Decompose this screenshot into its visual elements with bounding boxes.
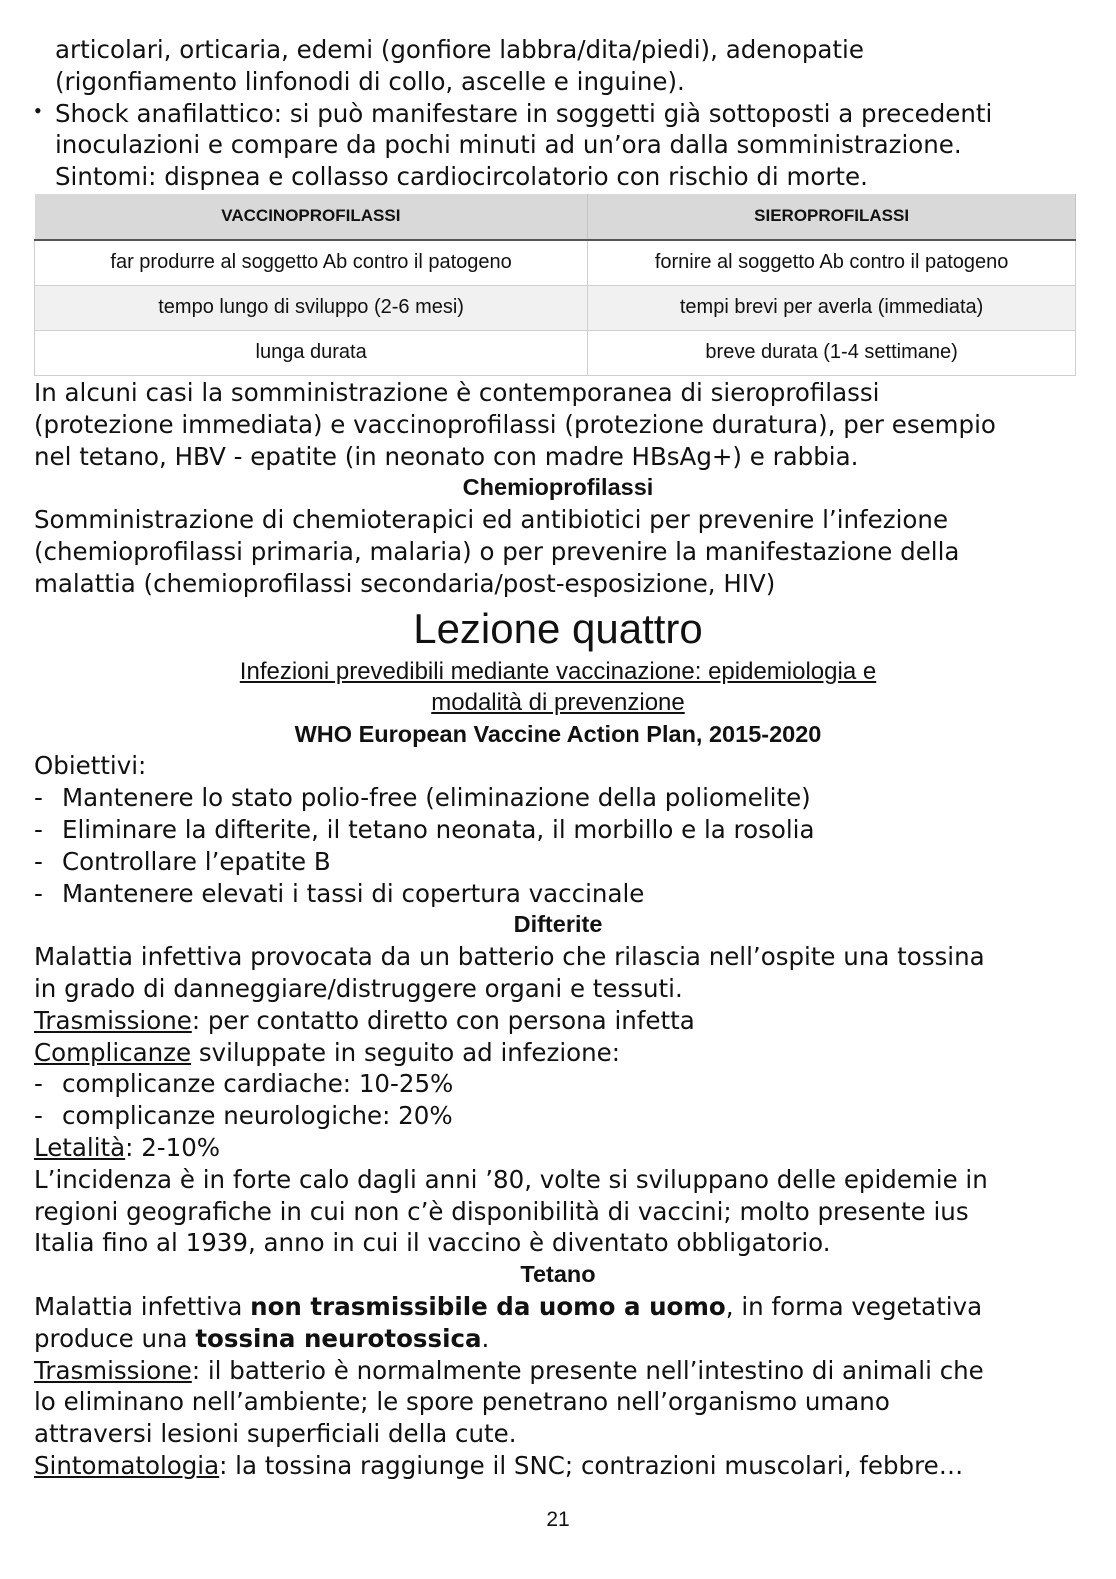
- term-label: Sintomatologia: [34, 1450, 220, 1480]
- text-run: produce una: [34, 1323, 196, 1353]
- comparison-table: [34, 194, 1076, 376]
- table-row: [35, 285, 1076, 330]
- text-run-bold: non trasmissibile da uomo a uomo: [250, 1291, 726, 1321]
- bullet-icon: •: [34, 97, 42, 123]
- list-item-text: Eliminare la difterite, il tetano neonata, il morbillo e la rosolia: [62, 814, 815, 844]
- dash-icon: -: [34, 846, 43, 876]
- text-line: articolari, orticaria, edemi (gonfiore labbra/dita/piedi), adenopatie: [55, 35, 864, 64]
- list-item-text: Mantenere lo stato polio-free (eliminazione della poliomelite): [62, 783, 811, 813]
- list-item: [34, 878, 1082, 910]
- text-line: Malattia infettiva provocata da un batterio che rilascia nell’ospite una tossina: [34, 942, 985, 972]
- lesson-subtitle: Infezioni prevedibili mediante vaccinazione: epidemiologia e: [239, 657, 877, 685]
- list-item-text: Mantenere elevati i tassi di copertura vaccinale: [62, 878, 645, 908]
- text-line: [34, 1355, 1082, 1387]
- list-item: [34, 782, 1082, 814]
- text-line: regioni geografiche in cui non c’è disponibilità di vaccini; molto presente ius: [34, 1196, 969, 1226]
- section-heading-difterite: Difterite: [513, 911, 603, 938]
- text-line: (rigonfiamento linfonodi di collo, ascelle e inguine).: [55, 66, 685, 96]
- text-line: [34, 1037, 1082, 1069]
- term-label: Complicanze: [34, 1037, 192, 1067]
- text-line: nel tetano, HBV - epatite (in neonato con madre HBsAg+) e rabbia.: [34, 441, 859, 471]
- term-label: Letalità: [34, 1132, 126, 1162]
- section-heading-tetano: Tetano: [520, 1261, 596, 1288]
- lesson-subtitle: modalità di prevenzione: [431, 689, 685, 717]
- text-line: [34, 1291, 1082, 1323]
- text-line: Shock anafilattico: si può manifestare in soggetti già sottoposti a precedenti: [55, 98, 993, 128]
- lesson-title: Lezione quattro: [413, 604, 703, 652]
- dash-icon: -: [34, 814, 43, 844]
- text-line: In alcuni casi la somministrazione è contemporanea di sieroprofilassi: [34, 377, 880, 407]
- term-text: sviluppate in seguito ad infezione:: [191, 1037, 620, 1067]
- table-cell: far produrre al soggetto Ab contro il patogeno: [35, 240, 588, 286]
- dash-icon: -: [34, 1101, 43, 1131]
- text-run: Malattia infettiva: [34, 1291, 251, 1321]
- text-line: in grado di danneggiare/distruggere organi e tessuti.: [34, 973, 683, 1003]
- list-item-text: Controllare l’epatite B: [62, 846, 331, 876]
- table-row: [35, 330, 1076, 375]
- table-cell: tempi brevi per averla (immediata): [588, 285, 1076, 330]
- text-line: (chemioprofilassi primaria, malaria) o per prevenire la manifestazione della: [34, 536, 960, 566]
- dash-icon: -: [34, 1069, 43, 1099]
- list-item: [34, 1100, 1082, 1132]
- list-item: [34, 846, 1082, 878]
- text-line: [34, 1450, 1082, 1482]
- section-heading-chemioprofilassi: Chemioprofilassi: [462, 474, 654, 501]
- text-line: inoculazioni e compare da pochi minuti ad un’ora dalla somministrazione.: [55, 130, 962, 160]
- table-header-row: [35, 194, 1076, 240]
- text-line: L’incidenza è in forte calo dagli anni ’80, volte si sviluppano delle epidemie in: [34, 1164, 988, 1194]
- text-line: attraversi lesioni superficiali della cute.: [34, 1419, 517, 1449]
- document-page: [34, 34, 1082, 1482]
- dash-icon: -: [34, 783, 43, 813]
- table-header: SIEROPROFILASSI: [588, 194, 1076, 240]
- bullet-item: [34, 98, 1082, 193]
- text-line: [34, 1005, 1082, 1037]
- term-text: : per contatto diretto con persona infetta: [191, 1005, 695, 1035]
- term-text: : 2-10%: [125, 1132, 221, 1162]
- text-line: lo eliminano nell’ambiente; le spore penetrano nell’organismo umano: [34, 1387, 890, 1417]
- list-item: [34, 814, 1082, 846]
- text-line: [34, 1323, 1082, 1355]
- term-label: Trasmissione: [34, 1355, 192, 1385]
- table-cell: fornire al soggetto Ab contro il patogeno: [588, 240, 1076, 286]
- objectives-label: Obiettivi:: [34, 751, 147, 781]
- table-row: [35, 240, 1076, 286]
- list-item: [34, 1068, 1082, 1100]
- dash-icon: -: [34, 878, 43, 908]
- text-run: .: [481, 1323, 490, 1353]
- text-line: Somministrazione di chemioterapici ed antibiotici per prevenire l’infezione: [34, 505, 949, 535]
- table-cell: breve durata (1-4 settimane): [588, 330, 1076, 375]
- term-text: : la tossina raggiunge il SNC; contrazioni muscolari, febbre…: [219, 1450, 964, 1480]
- text-line: [34, 1132, 1082, 1164]
- text-run: , in forma vegetativa: [725, 1291, 983, 1321]
- list-item-text: complicanze neurologiche: 20%: [62, 1101, 453, 1131]
- table-header: VACCINOPROFILASSI: [35, 194, 588, 240]
- section-heading-who-plan: WHO European Vaccine Action Plan, 2015-2020: [294, 720, 822, 747]
- text-line: malattia (chemioprofilassi secondaria/post-esposizione, HIV): [34, 568, 776, 598]
- page-number: 21: [546, 1508, 570, 1531]
- text-run-bold: tossina neurotossica: [195, 1323, 482, 1353]
- term-label: Trasmissione: [34, 1005, 192, 1035]
- list-item-text: complicanze cardiache: 10-25%: [62, 1069, 454, 1099]
- text-line: (protezione immediata) e vaccinoprofilassi (protezione duratura), per esempio: [34, 409, 996, 439]
- table-cell: lunga durata: [35, 330, 588, 375]
- table-cell: tempo lungo di sviluppo (2-6 mesi): [35, 285, 588, 330]
- term-text: : il batterio è normalmente presente nell’intestino di animali che: [191, 1355, 984, 1385]
- text-line: Sintomi: dispnea e collasso cardiocircolatorio con rischio di morte.: [55, 162, 868, 192]
- text-line: Italia fino al 1939, anno in cui il vaccino è diventato obbligatorio.: [34, 1228, 831, 1258]
